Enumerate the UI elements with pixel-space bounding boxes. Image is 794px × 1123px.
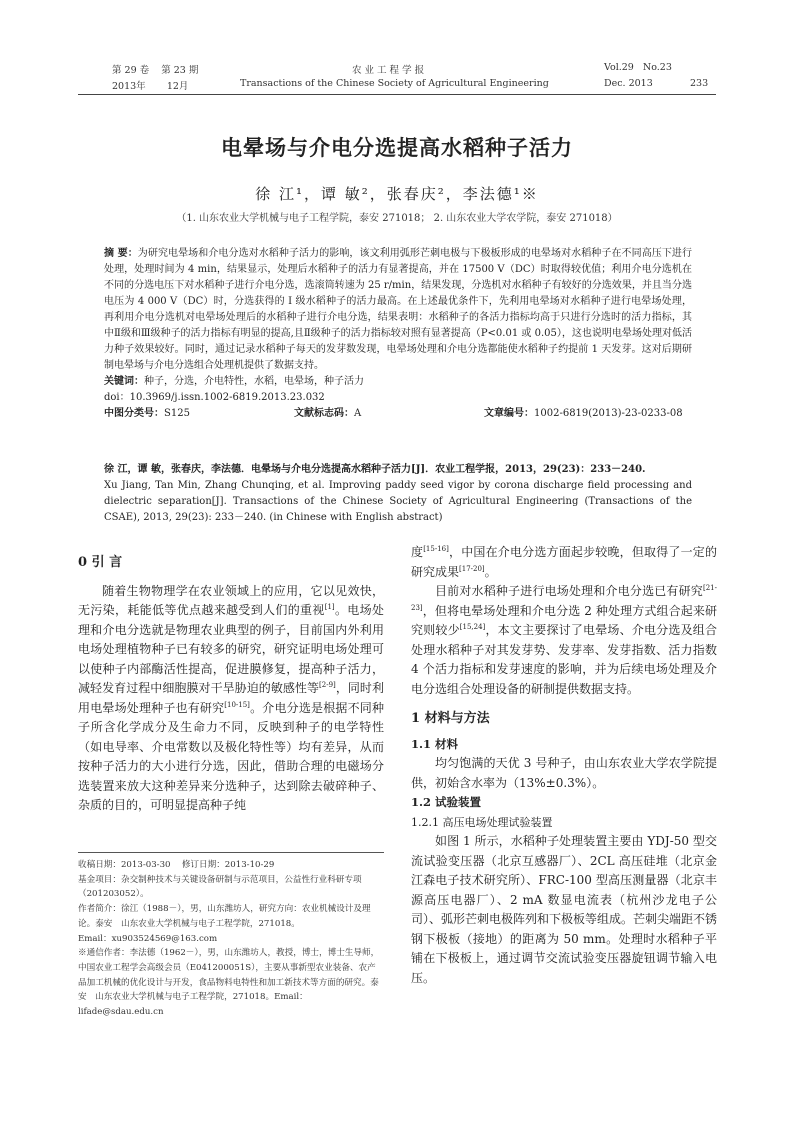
- subsection-materials: 1.1 材料: [411, 736, 459, 751]
- subsubsection-hv-apparatus: 1.2.1 高压电场处理试验装置: [411, 815, 553, 829]
- right-column: [411, 543, 717, 988]
- left-column: [78, 553, 384, 816]
- keywords: 关键词：种子，分选，介电特性，水稻，电晕场，种子活力: [104, 376, 364, 387]
- footnote-rule: [78, 852, 384, 853]
- header-page-number: 233: [690, 78, 709, 89]
- footnote-corresponding: ※通信作者：李法德（1962－），男，山东潍坊人，教授，博士，博士生导师，中国农业工程学会高级会员（E041200051S），主要从事新型农业装备、农产品加工机械的优化设计与开发，食品物料电特性和加工新技术等方面的研究。泰安 山东农业大学机械与电子工程学院，271018。Email：lifade@sdau.edu.cn: [78, 948, 380, 1018]
- footnote-funding: 基金项目：杂交制种技术与关键设备研制与示范项目，公益性行业科研专项（201203052）。: [78, 874, 362, 900]
- materials-paragraph: 均匀饱满的天优 3 号种子，由山东农业大学农学院提供，初始含水率为（13%±0.3%）。: [411, 756, 717, 790]
- intro-paragraph-2: 目前对水稻种子进行电场处理和介电分选已有研究[21-23]，但将电晕场处理和介电分选 2 种处理方式组合起来研究则较少[15,24]，本文主要探讨了电晕场、介电分选及组合处理水稻种子对其发芽势、发芽率、发芽指数、活力指数 4 个活力指标和发芽速度的影响，并为后续电场处理及介电分选组合处理设备的研制提供数据支持。: [411, 584, 717, 696]
- header-date-cn: 2013年 12月: [112, 81, 189, 92]
- intro-paragraph: 随着生物物理学在农业领域上的应用，它以见效快，无污染，耗能低等优点越来越受到人们的重视[1]。电场处理和介电分选就是物理农业典型的例子，目前国内外利用电场处理植物种子已有较多的研究，研究证明电场处理可以使种子内部酶活性提高，促进膜修复，提高种子活力，减轻发育过程中细胞膜对干旱胁迫的敏感性等[2-9]，同时利用电晕场处理种子也有研究[10-15]。介电分选是根据不同种子所含化学成分及生命力不同，反映到种子的电学特性（如电导率、介电常数以及极化特性等）均有差异，从而按种子活力的大小进行分选，因此，借助合理的电磁场分选装置来放大这种差异来分选种子，达到除去破碎种子、杂质的目的，可明显提高种子纯: [78, 583, 384, 812]
- classification-row: 中图分类号：S125 文献标志码：A 文章编号：1002-6819(2013)-23-0233-08: [104, 408, 683, 419]
- footnotes: [78, 858, 384, 1020]
- footnote-author: 作者简介：徐江（1988－），男，山东潍坊人，研究方向：农业机械设计及理论。泰安 山东农业大学机械与电子工程学院，271018。: [78, 904, 371, 929]
- doi: doi：10.3969/j.issn.1002-6819.2013.23.032: [104, 392, 325, 403]
- header-rule: [78, 94, 716, 95]
- paper-title: 电晕场与介电分选提高水稻种子活力: [221, 135, 573, 160]
- citation-cn: 徐 江，谭 敏，张春庆，李法德．电晕场与介电分选提高水稻种子活力[J]．农业工程学报，2013，29(23)：233－240.: [104, 464, 646, 475]
- header-journal-cn: 农 业 工 程 学 报: [352, 65, 425, 76]
- apparatus-paragraph: 如图 1 所示，水稻种子处理装置主要由 YDJ-50 型交流试验变压器（北京互感器厂）、2CL 高压硅堆（北京金江森电子技术研究所）、FRC-100 型高压测量器（北京丰源高压电器厂）、2 mA 数显电流表（杭州沙龙电子公司）、弧形芒刺电极阵列和下极板等组成。芒刺尖端距不锈钢下极板（接地）的距离为 50 mm。处理时水稻种子平铺在下极板上，通过调节交流试验变压器旋钮调节输入电压。: [411, 834, 718, 985]
- paper-authors: 徐 江¹，谭 敏²，张春庆²，李法德¹※: [255, 185, 539, 203]
- abstract-block: [104, 246, 692, 422]
- header-date-en: Dec. 2013: [604, 78, 653, 89]
- section-heading-methods: 1 材料与方法: [411, 711, 490, 726]
- citation-en: Xu Jiang, Tan Min, Zhang Chunqing, et al. Improving paddy seed vigor by corona discharge field processing and dielectric separation[J]. Transactions of the Chinese Society of Agricultural Engineering (Transactions of the CSAE), 2013, 29(23): 233－240. (in Chinese with English abstract): [104, 480, 692, 523]
- header-volume-en: Vol.29 No.23: [604, 62, 672, 73]
- footnote-received: 收稿日期：2013-03-30 修订日期：2013-10-29: [78, 860, 275, 870]
- abstract-text: 摘 要：为研究电晕场和介电分选对水稻种子活力的影响，该文利用弧形芒刺电极与下极板形成的电晕场对水稻种子在不同高压下进行处理，处理时间为 4 min，结果显示，处理后水稻种子的活力有显著提高，并在 17500 V（DC）时取得较优值；利用介电分选机在不同的分选电压下对水稻种子进行介电分选，选滚筒转速为 25 r/min，结果发现，分选机对水稻种子有较好的分选效果，并且当分选电压为 4 000 V（DC）时，分选获得的 I 级水稻种子的活力最高。在上述最优条件下，先利用电晕场对水稻种子进行电晕场处理，再利用介电分选机对电晕场处理后的水稻种子进行介电分选，结果表明：水稻种子的各活力指标均高于只进行分选时的活力指标，其中Ⅱ级和Ⅲ级种子的活力指标有明显的提高,且Ⅱ级种子的活力指标较对照有显著提高（P<0.01 或 0.05），这也说明电晕场处理对低活力种子效果较好。同时，通过记录水稻种子每天的发芽数发现，电晕场处理和介电分选都能使水稻种子约提前 1 天发芽。这对后期研制电晕场与介电分选组合处理机提供了数据支持。: [104, 248, 693, 371]
- header-volume: 第 29 卷 第 23 期: [112, 65, 199, 76]
- subsection-apparatus: 1.2 试验装置: [411, 795, 482, 809]
- paper-affiliation: （1. 山东农业大学机械与电子工程学院，泰安 271018； 2. 山东农业大学农学院，泰安 271018）: [176, 213, 618, 224]
- citation-block: [104, 462, 692, 526]
- footnote-email: Email：xu903524569@163.com: [78, 933, 218, 944]
- header-journal-en: Transactions of the Chinese Society of Agricultural Engineering: [240, 78, 549, 89]
- intro-continued: 度[15-16]，中国在介电分选方面起步较晚，但取得了一定的研究成果[17-20]。: [411, 545, 717, 579]
- section-heading-intro: 0 引 言: [78, 555, 123, 570]
